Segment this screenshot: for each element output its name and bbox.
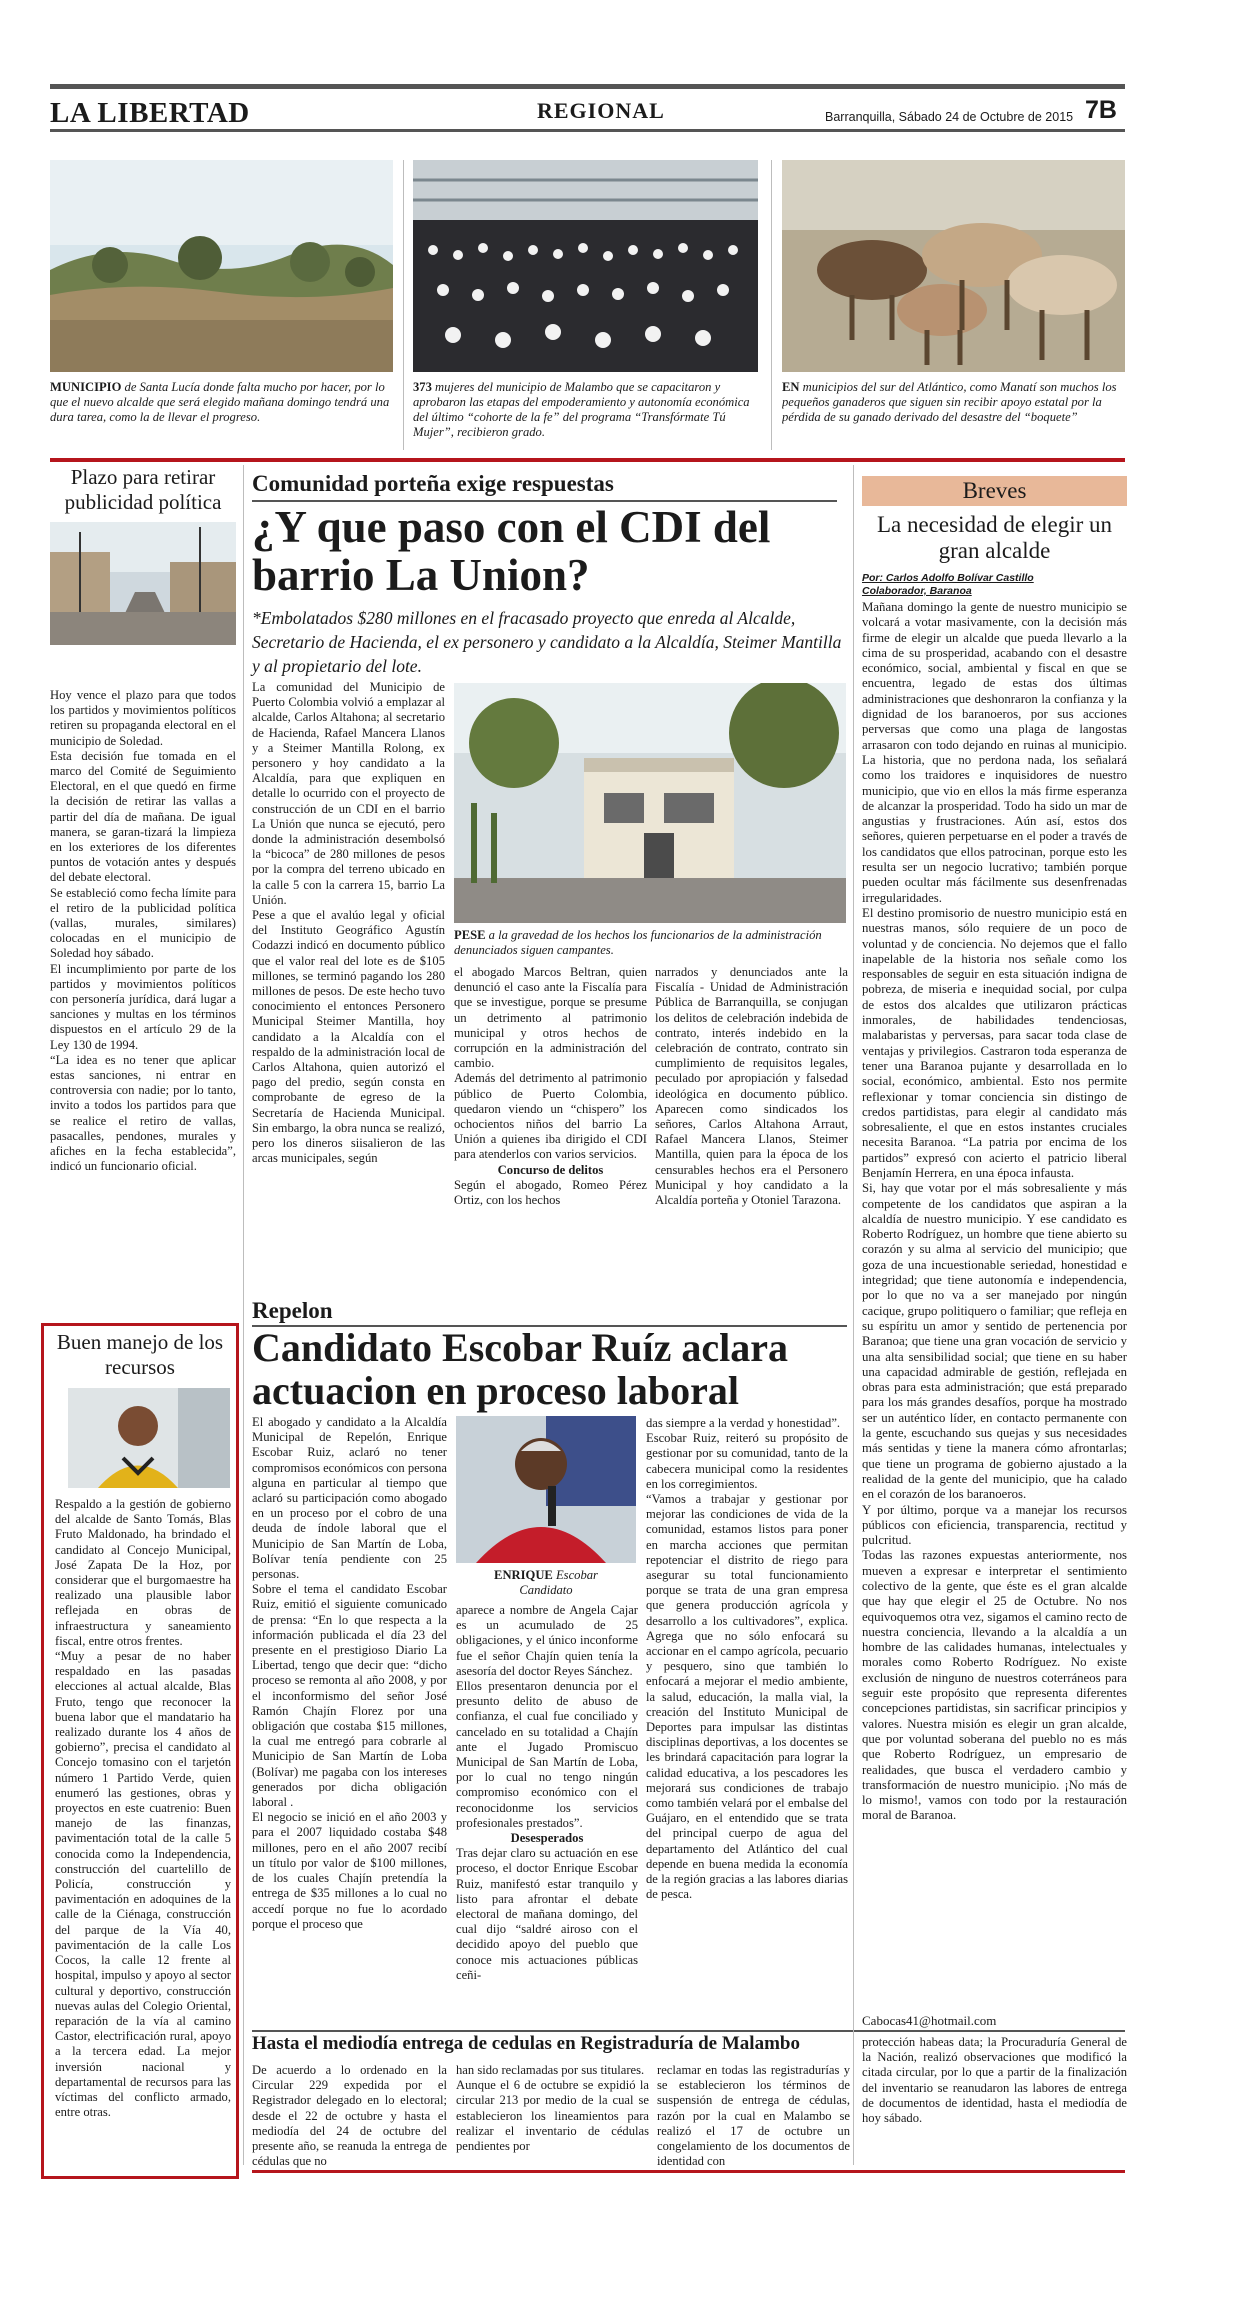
photo-street-soledad: [50, 522, 236, 645]
breves-title: La necesidad de elegir un gran alcalde: [877, 512, 1112, 563]
escobar-caption: [456, 1568, 636, 1598]
escobar-kicker: Repelon: [252, 1298, 333, 1323]
breves-byline: Por: Carlos Adolfo Bolívar Castillo: [862, 572, 1034, 584]
masthead-top-rule: [50, 84, 1125, 89]
cedulas-col1: De acuerdo a lo ordenado en la Circular 229 expedida por el Registrador delegado en lo electoral; desde el 22 de octubre y hasta el mediodía del 24 de octubre del presente año, se reanuda la entrega de cédulas que no: [252, 2063, 447, 2168]
caption-lead: 373: [413, 380, 432, 394]
cdi-headline: ¿Y que paso con el CDI del barrio La Union?: [252, 502, 771, 600]
section-name: REGIONAL: [537, 98, 665, 123]
escobar-col3: das siempre a la verdad y honestidad”. Escobar Ruiz, reiteró su propósito de gestionar por su comunidad, tanto de la cabecera municipal como la residentes en los corregimientos. “Vamos a trabajar y gestionar por mejorar las condiciones de vida de la comunidad, estamos listos para poner en marcha acciones que permitan repotenciar el distrito de riego para asegurar su total funcionamiento porque se trata de una gran empresa que genera producción agrícola y desarrollo a los cultivadores”, explica. Agrega que no sólo enfocará su accionar en el campo agrícola, pecuario y pesquero, sino que también lo enfocará a mejorar el medio ambiente, la salud, educación, la malla vial, la creación del Instituto Municipal de Deportes para impulsar las distintas disciplinas deportivas, a los docentes se les brindará capacitación para lograr la calidad educativa, a los pescadores les mejorará sus condiciones de trabajo como también velará por el embalse del Guájaro, en el entendido que se trata del principal cuerpo de agua del departamento del Atlántico del cual depende en buena medida la economía de la región gracias a las labores diarias de pesca.: [646, 1416, 848, 1902]
photo-jose-zapata: [68, 1388, 230, 1488]
photo-cattle-manati: [782, 160, 1125, 372]
cdi-col2: [454, 965, 647, 1305]
escobar-col2-text: aparece a nombre de Angela Cajar es un acumulado de 25 obligaciones, y el único inconforme fue el señor Chajín quien tenía la asesoría del doctor Reyes Sánchez. Ellos presentaron denuncia por el presunto delito de abuso de confianza, el cual fue conciliado y cancelado en su totalidad a Chajín ante el Jugado Promiscuo Municipal de San Martín de Loba, por lo cual no tengo ningún compromiso económico con el reconocidonme los servicios profesionales prestados”.: [456, 1603, 638, 1830]
photo-enrique-escobar: [456, 1416, 636, 1563]
caption-lead: EN: [782, 380, 800, 394]
page-bottom-rule: [252, 2170, 1125, 2173]
issue-date: Barranquilla, Sábado 24 de Octubre de 2015: [825, 110, 1074, 124]
column-divider: [853, 465, 854, 2165]
plazo-title: Plazo para retirar publicidad política: [64, 465, 222, 514]
cdi-col3: narrados y denunciados ante la Fiscalía - Unidad de Administración Pública de Barranquilla, se conjugan los delitos de celebración indebida de contrato, interés indebido en la celebración de contrato, contrato sin cumplimiento de requisitos legales, peculado por apropiación y falsedad ideológica en documento público. Aparecen como sindicados los señores, Carlos Altahona Arraut, Rafael Mancera Llanos, Steimer Mantilla, quien para la época de los censurables hechos era el Personero Municipal y hoy candidato a la Alcaldía porteña y Otoniel Tarazona.: [655, 965, 848, 1208]
photo-santa-lucia: [50, 160, 393, 372]
cdi-col2-after: Según el abogado, Romeo Pérez Ortiz, con los hechos: [454, 1177, 647, 1208]
photo-cdi-building: [454, 683, 846, 923]
breves-label: Breves: [862, 476, 1127, 506]
cedulas-col4: protección habeas data; la Procuraduría General de la Nación, realizó observaciones que modificó la citada circular, por lo que a partir de la finalización del inventario se reanudaron las labores de entrega de documentos de identidad, hasta el mediodía de hoy sábado.: [862, 2035, 1127, 2126]
page-number: 7B: [1085, 96, 1117, 124]
breves-byline-role: Colaborador, Baranoa: [862, 585, 972, 597]
caption-lead: PESE: [454, 928, 486, 942]
caption-text: mujeres del municipio de Malambo que se capacitaron y aprobaron las etapas del empoderamiento y autonomía económica del último “cohorte de la fe” del programa “Transfórmate Tú Mujer”, recibieron grado.: [413, 380, 750, 439]
photo-divider: [771, 160, 772, 450]
cdi-caption: [454, 928, 846, 958]
escobar-col2: [456, 1603, 638, 2028]
cdi-col1: La comunidad del Municipio de Puerto Colombia volvió a emplazar al alcalde, Carlos Altahona; al secretario de Hacienda, Rafael Mancera Llanos y a Steimer Mantilla Rolong, ex personero y hoy candidato a la Alcaldía, para que expliquen en detalle lo ocurrido con el proyecto de construcción de un CDI en el barrio La Unión que nunca se ejecutó, pero donde la administración desembolsó la “bicoca” de 280 millones de pesos por la compra del terreno ubicado en la calle 5 con la carrera 15, barrio La Unión. Pese a que el avalúo legal y oficial del Instituto Geográfico Agustín Codazzi indicó en documento público que el valor real del lote es de $105 millones, se terminó pagando los 280 millones de pesos. De este hecho tuvo conocimiento el entonces Personero Municipal Steimer Mantilla, hoy candidato a la Alcaldía con el respaldo de la administración local de Carlos Altahona, quien autorizó el pago del predio, según consta en comprobante de egreso de la Secretaría de Hacienda Municipal. Sin embargo, la obra nunca se realizó, pero los dineros siisalieron de las arcas municipales, según: [252, 680, 445, 1166]
manejo-title: Buen manejo de los recursos: [56, 1330, 224, 1379]
masthead-bottom-rule: [50, 129, 1125, 132]
cdi-col2-text: el abogado Marcos Beltran, quien denunció el caso ante la Fiscalía para que se investigue, porque se presume un detrimento al patrimonio municipal y otros hechos de corrupción en la administración del cambio. Además del detrimento al patrimonio público de Puerto Colombia, quedaron viendo un “chispero” los ochocientos niños del barrio La Unión a quienes iba dirigido el CDI para atenderlos con varios servicios.: [454, 965, 647, 1162]
caption-santa-lucia: [50, 380, 395, 425]
caption-text: de Santa Lucía donde falta mucho por hacer, por lo que el nuevo alcalde que será elegido mañana domingo tendrá una dura tarea, como la de llevar el progreso.: [50, 380, 390, 424]
escobar-subhead: Desesperados: [510, 1831, 584, 1846]
caption-name: Escobar: [552, 1568, 598, 1582]
escobar-headline: Candidato Escobar Ruíz aclara actuacion en proceso laboral: [252, 1325, 788, 1413]
photo-malambo-graduation: [413, 160, 758, 372]
cedulas-col2: han sido reclamadas por sus titulares. Aunque el 6 de octubre se expidió la circular 213 por medio de la cual se establecieron los lineamientos para realizar el inventario de cédulas pendientes por: [456, 2063, 649, 2154]
caption-role: Candidato: [519, 1583, 573, 1597]
escobar-col2-after: Tras dejar claro su actuación en ese proceso, el doctor Enrique Escobar Ruiz, manifestó estar tranquilo y listo para afrontar el debate electoral de mañana domingo, del cual dijo “saldré airoso con el decidido apoyo del pueblo que conoce mis actuaciones públicas ceñi-: [456, 1846, 638, 1982]
cedulas-col3: reclamar en todas las registradurías y se establecieron los términos de suspensión de entrega de cédulas, razón por la cual en Malambo se realizó el 17 de octubre un congelamiento de los documentos de identidad con: [657, 2063, 850, 2168]
caption-text: a la gravedad de los hechos los funcionarios de la administración denunciados siguen campantes.: [454, 928, 822, 957]
caption-cattle-manati: [782, 380, 1127, 425]
escobar-col1: El abogado y candidato a la Alcaldía Municipal de Repelón, Enrique Escobar Ruiz, aclaró no tener compromisos económicos con persona alguna en particular al tiempo que aclaró su participación como abogado en un proceso por el cobro de una deuda de índole laboral que el Municipio de San Martín de Loba, Bolívar tenía pendiente con 25 personas. Sobre el tema el candidato Escobar Ruiz, emitió el siguiente comunicado de prensa: “En lo que respecta a la información publicada el día 23 del presente en el prestigioso Diario La Libertad, tengo que decir que: “dicho proceso se remonta al año 2008, y por el inconformismo del señor José Ramón Chajín Florez por una obligación que costaba $15 millones, la cual me entregó para cobrarle al Municipio de San Martín de Loba (Bolívar) me pagaba con los intereses generados por dicha obligación laboral . El negocio se inició en el año 2003 y para el 2007 liquidado costaba $48 millones, pero en el año 2007 recibí un título por valor de $100 millones, de los cuales Chajín pretendía la entrega de $35 millones a lo cual no accedí porque no fue lo acordado porque el proceso que: [252, 1415, 447, 1931]
caption-lead: MUNICIPIO: [50, 380, 122, 394]
breves-body: Mañana domingo la gente de nuestro municipio se volcará a votar masivamente, con la decisión más firme de elegir un alcalde que pueda llevarlo a la cima de su prosperidad, acabando con el desastre económico, social, ambiental y fiscal en que se encuentra, legado de estas dos últimas administraciones que deshonraron la confianza y la dignidad de los baranoeros, por sus acciones perversas que como una plaga de langostas arrasaron con todo dejando en ruinas al municipio. La historia, que no perdona nada, los señalará como los traidores e inquisidores de nuestro municipio, que vio en ellos la más firme esperanza de alcanzar la prosperidad. Todo ha sido un mar de angustias y frustraciones. Aún así, estos dos señores, quieren perpetuarse en el poder a través de los candidatos que ellos patrocinan, porque esto les resulta ser un negocio lucrativo; también porque pueden ocultar más fácilmente sus desenfrenadas irregularidades. El destino promisorio de nuestro municipio está en nuestras manos, sólo requiere de un poco de voluntad y de conciencia. No dejemos que el fallo inapelable de la historia nos señale como los responsables de seguir en esta situación indigna de pobreza, de miseria e inequidad social, por culpa de estos dos alcaldes que utilizaron prácticas inmorales, de habilidades tendenciosas, malabaristas y perversas, para sacar toda clase de ventajas y privilegios. Castraron toda esperanza de tener una Baranoa pujante y desarrollada en lo social, económico, ambiental. Esto nos permite reflexionar y tomar conciencia sin distingo de credos partidistas, para elegir al candidato más sobresaliente, el que en estos instantes cruciales necesita Baranoa. “La patria por encima de los partidos” expresó con acierto el patricio liberal Benjamín Herrera, en una época infausta. Si, hay que votar por el más sobresaliente y más competente de los candidatos que aspiran a la alcaldía de nuestro municipio. Y ese candidato es Roberto Rodríguez, un hombre que tiene abierto su corazón y su alma al servicio del municipio; que goza de una incuestionable seriedad, honestidad e integridad; que tiene autonomía e independencia, por lo que no va a ser manejado por ningún cacique, grupo politiquero o familiar; que refleja en su espíritu un amor y sentido de pertenencia por Baranoa; que tiene una gran vocación de servicio y una alta sensibilidad social; que tiene en su haber una capacidad admirable de gestión, reflejada en obras para esta administración; que está preparado para los más grandes desafíos, porque ha mostrado ser un auténtico líder, en contacto permanente con la gente, escuchando sus quejas y sus necesidades más sentidas y tiene la manera cómo afrontarlas; que tiene un programa de gobierno ajustado a la realidad de la gente del municipio, que ha calado en el corazón de los baranoeros. Y por último, porque va a manejar los recursos públicos con eficiencia, transparencia, rectitud y pulcritud. Todas las razones expuestas anteriormente, nos mueven a expresar e interpretar el sentimiento colectivo de la gente, que éste es el gran alcalde que hay que elegir el 25 de Octubre. No nos equivoquemos otra vez, sigamos el camino recto de nuestra conciencia, llevando a la alcaldía a un hombre de las calidades humanas, intelectuales y morales como Roberto Rodríguez. No existe exclusión de ninguno de nuestros coterráneos para seguir este propósito que representa diferentes concepciones partidistas, sin sacrificar principios y valores. Nuestra misión es elegir un gran alcalde, que por voluntad soberana del pueblo no es más que Roberto Rodríguez, un empresario de realidades, que busca el verdadero cambio y transformación de nuestro municipio. ¡No más de lo mismo!, vamos con todo por la restauración moral de Baranoa.: [862, 600, 1127, 1823]
manejo-body: Respaldo a la gestión de gobierno del alcalde de Santo Tomás, Blas Fruto Maldonado, ha brindado el candidato al Concejo Municipal, José Zapata De la Hoz, por considerar que el burgomaestre ha realizado una plausible labor reflejada en obras de infraestructura y saneamiento fiscal, entre otros frentes. “Muy a pesar de no haber respaldado en las pasadas elecciones al actual alcalde, Blas Fruto, tengo que reconocer la buena labor que el mandatario ha realizado durante los 4 años de gobierno”, precisa el candidato al Concejo tomasino con el tarjetón número 1 Partido Verde, quien enumeró las gestiones, obras y proyectos en este cuatrenio: Buen manejo de las finanzas, pavimentación total de la calle 5 conocida como la Independencia, construcción del cuartelillo de Policía, construcción y pavimentación en adoquines de la calle de la Ciénaga, construcción del parque de la Vía 40, pavimentación de la calle Los Cocos, la calle 12 frente al hospital, impulso y apoyo al sector cultural y deportivo, construcción nuevas aulas del Colegio Oriental, reparación de la vía al camino Castor, electrificación rural, apoyo a la tercera edad. La mejor inversión nacional y departamental de recursos para las víctimas del conflicto armado, entre otras.: [55, 1497, 231, 2120]
breves-email[interactable]: Cabocas41@hotmail.com: [862, 2013, 997, 2028]
photo-divider: [403, 160, 404, 450]
column-divider: [243, 465, 244, 2165]
cdi-kicker: Comunidad porteña exige respuestas: [252, 471, 614, 496]
caption-text: municipios del sur del Atlántico, como Manatí son muchos los pequeños ganaderos que siguen sin recibir apoyo estatal por la pérdida de su ganado derivado del desastre del “boquete”: [782, 380, 1117, 424]
caption-malambo-graduation: [413, 380, 763, 440]
paper-name: LA LIBERTAD: [50, 97, 250, 129]
section-red-rule: [50, 458, 1125, 462]
cdi-deck: *Embolatados $280 millones en el fracasado proyecto que enreda al Alcalde, Secretario de Hacienda, el ex personero y candidato a la Alcaldía, Steimer Mantilla y al propietario del lote.: [252, 608, 842, 676]
cdi-subhead: Concurso de delitos: [497, 1162, 604, 1177]
cedulas-top-rule: [252, 2030, 1125, 2032]
cedulas-headline: Hasta el mediodía entrega de cedulas en Registraduría de Malambo: [252, 2033, 800, 2054]
plazo-body: Hoy vence el plazo para que todos los partidos y movimientos políticos retiren su propaganda electoral en el municipio de Soledad. Esta decisión fue tomada en el marco del Comité de Seguimiento Electoral, en el que quedó en firme la decisión de retirar las vallas a partir del día de mañana. De igual manera, se garan-tizará la limpieza en los exteriores de los diferentes puntos de votación antes y después del debate electoral. Se estableció como fecha límite para el retiro de la publicidad política (vallas, murales, similares) colocadas en el municipio de Soledad hoy sábado. El incumplimiento por parte de los partidos y movimientos políticos con personería jurídica, dará lugar a sanciones y multas en los términos dispuestos en el artículo 29 de la Ley 130 de 1994. “La idea es no tener que aplicar estas sanciones, ni entrar en controversia con nadie; por lo tanto, invito a todos los partidos para que se realice el retiro de vallas, pasacalles, pendones, murales y afiches en la fecha establecida”, indicó un funcionario oficial.: [50, 688, 236, 1174]
caption-lead: ENRIQUE: [494, 1568, 553, 1582]
